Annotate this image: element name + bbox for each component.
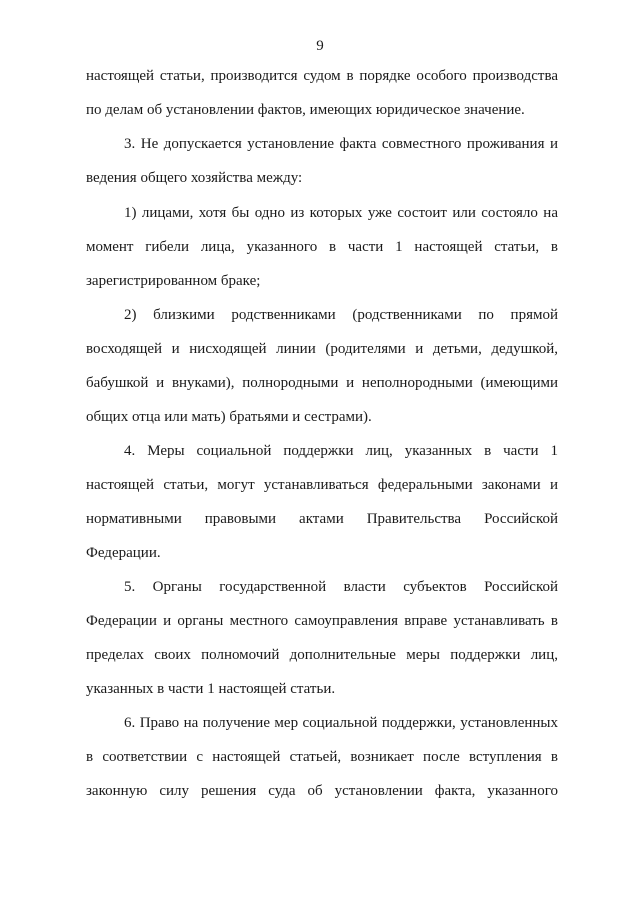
item-2-line: 2) близкими родственниками (родственниками по прямой [124, 307, 558, 323]
text-line: момент гибели лица, указанного в части 1 настоящей статьи, в [86, 239, 558, 255]
text-line: восходящей и нисходящей линии (родителями и детьми, дедушкой, [86, 341, 558, 357]
paragraph-6-line: 6. Право на получение мер социальной поддержки, установленных [124, 715, 558, 731]
text-line: Федерации и органы местного самоуправления вправе устанавливать в [86, 613, 558, 629]
text-line: законную силу решения суда об установлении факта, указанного [86, 783, 558, 799]
text-line: в соответствии с настоящей статьей, возникает после вступления в [86, 749, 558, 765]
text-line: общих отца или мать) братьями и сестрами). [86, 409, 372, 425]
paragraph-3-line: 3. Не допускается установление факта совместного проживания и [124, 136, 558, 152]
text-line: бабушкой и внуками), полнородными и неполнородными (имеющими [86, 375, 558, 391]
text-line: настоящей статьи, производится судом в порядке особого производства [86, 68, 558, 84]
text-line: нормативными правовыми актами Правительства Российской [86, 511, 558, 527]
text-line: ведения общего хозяйства между: [86, 170, 303, 186]
text-line: указанных в части 1 настоящей статьи. [86, 681, 336, 697]
text-line: пределах своих полномочий дополнительные меры поддержки лиц, [86, 647, 558, 663]
page-number: 9 [316, 38, 324, 54]
item-1-line: 1) лицами, хотя бы одно из которых уже состоит или состояло на [124, 205, 558, 221]
paragraph-4-line: 4. Меры социальной поддержки лиц, указанных в части 1 [124, 443, 558, 459]
paragraph-5-line: 5. Органы государственной власти субъектов Российской [124, 579, 558, 595]
text-line: Федерации. [86, 545, 161, 561]
text-line: настоящей статьи, могут устанавливаться федеральными законами и [86, 477, 558, 493]
text-line: зарегистрированном браке; [86, 273, 261, 289]
text-line: по делам об установлении фактов, имеющих юридическое значение. [86, 102, 525, 118]
